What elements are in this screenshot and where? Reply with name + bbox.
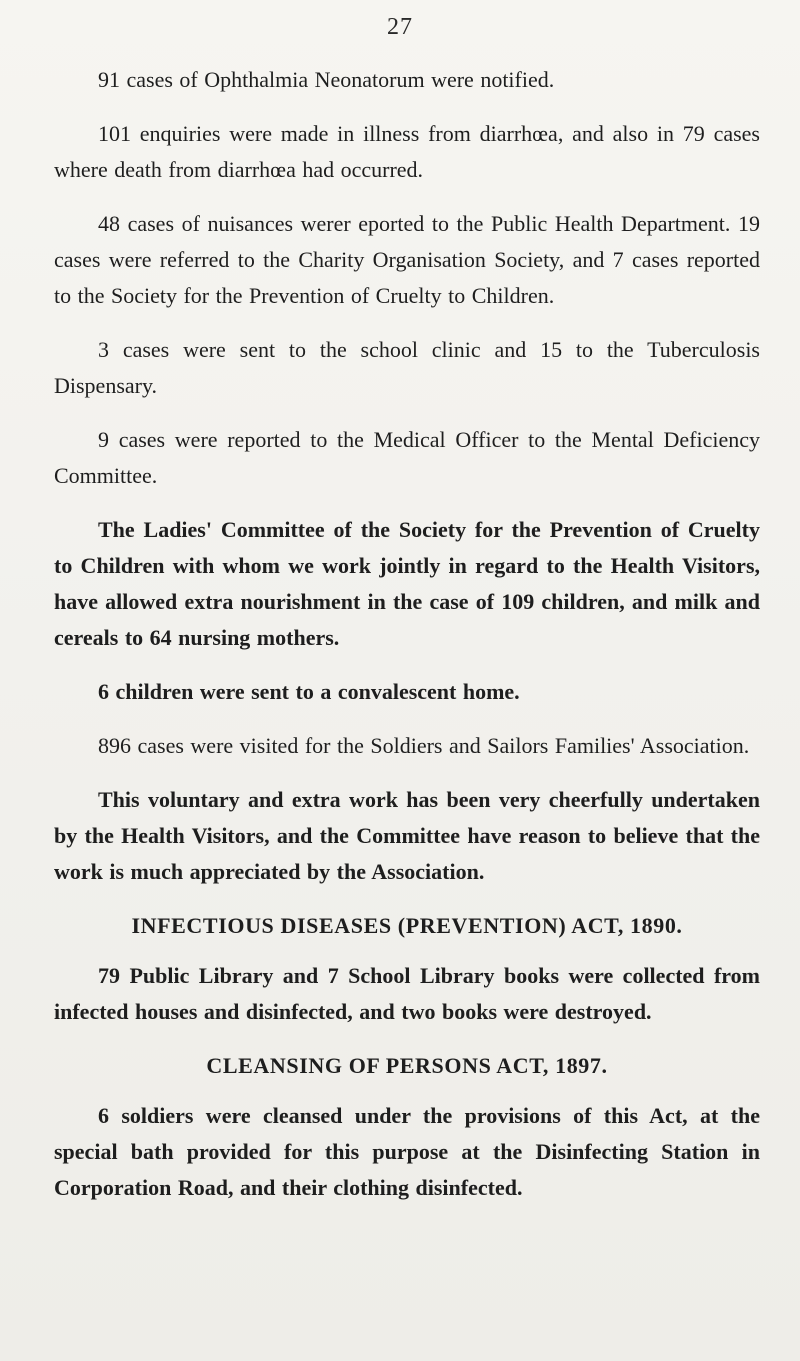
paragraph-convalescent: 6 children were sent to a convalescent home. bbox=[98, 679, 520, 704]
paragraph-mental-deficiency: 9 cases were reported to the Medical Officer to the Mental Deficiency Committee. bbox=[54, 427, 760, 488]
paragraph-school-clinic: 3 cases were sent to the school clinic and 15 to the Tuberculosis Dispensary. bbox=[54, 337, 760, 398]
page-number: 27 bbox=[387, 14, 413, 40]
paragraph-diarrhoea: 101 enquiries were made in illness from diarrhœa, and also in 79 cases where death from diarrhœa had occurred. bbox=[54, 121, 760, 182]
paragraph-soldiers-sailors: 896 cases were visited for the Soldiers and Sailors Families' Association. bbox=[98, 733, 750, 758]
paragraph-ophthalmia: 91 cases of Ophthalmia Neonatorum were notified. bbox=[98, 67, 555, 92]
paragraph-voluntary-work: This voluntary and extra work has been very cheerfully undertaken by the Health Visitors, and the Committee have reason to believe that the work is much appreciated by the Association. bbox=[54, 787, 760, 884]
paragraph-library-books: 79 Public Library and 7 School Library books were collected from infected houses and disinfected, and two books were destroyed. bbox=[54, 963, 760, 1024]
report-body bbox=[54, 62, 760, 1224]
heading-cleansing-persons: CLEANSING OF PERSONS ACT, 1897. bbox=[206, 1053, 608, 1078]
heading-infectious-diseases: INFECTIOUS DISEASES (PREVENTION) ACT, 1890. bbox=[131, 913, 683, 938]
paragraph-ladies-committee: The Ladies' Committee of the Society for the Prevention of Cruelty to Children with whom we work jointly in regard to the Health Visitors, have allowed extra nourishment in the case of 109 children, and milk and cereals to 64 nursing mothers. bbox=[54, 517, 760, 650]
paragraph-nuisances: 48 cases of nuisances werer eported to the Public Health Department. 19 cases were referred to the Charity Organisation Society, and 7 cases reported to the Society for the Prevention of Cruelty to Children. bbox=[54, 211, 760, 308]
paragraph-soldiers-cleansed: 6 soldiers were cleansed under the provisions of this Act, at the special bath provided for this purpose at the Disinfecting Station in Corporation Road, and their clothing disinfected. bbox=[54, 1103, 760, 1200]
